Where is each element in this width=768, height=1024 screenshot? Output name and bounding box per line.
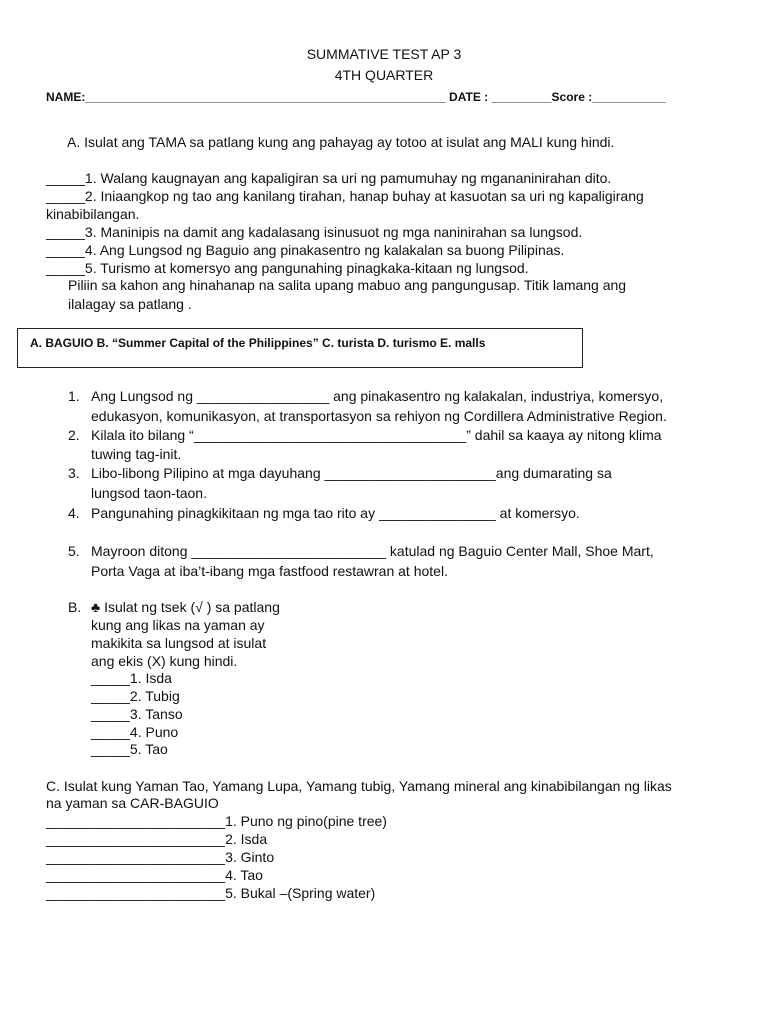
part-c-item: _______________________3. Ginto (46, 849, 275, 865)
fill-in-line: edukasyon, komunikasyon, at transportasyon sa rehiyon ng Cordillera Administrative Region. (91, 408, 667, 424)
word-bank-instruction: ilalagay sa patlang . (68, 296, 192, 312)
fill-in-line: Libo-libong Pilipino at mga dayuhang ______________________ang dumarating sa (91, 465, 612, 481)
part-b-instruction: ♣ Isulat ng tsek (√ ) sa patlang (91, 599, 280, 615)
test-title: SUMMATIVE TEST AP 3 (306, 46, 462, 62)
name-date-score-line: NAME:______________________________________________________ DATE : _________Score :___________ (46, 90, 666, 104)
fill-in-number: 5. (68, 543, 80, 559)
part-c-item: _______________________5. Bukal –(Spring water) (46, 885, 376, 901)
part-b-label: B. (68, 599, 82, 615)
part-a-item: _____1. Walang kaugnayan ang kapaligiran sa uri ng pamumuhay ng mgananinirahan dito. (46, 170, 612, 186)
fill-in-number: 3. (68, 465, 80, 481)
part-c-instruction: na yaman sa CAR-BAGUIO (46, 795, 219, 811)
part-b-instruction: ang ekis (X) kung hindi. (91, 653, 238, 669)
part-c-item: _______________________1. Puno ng pino(pine tree) (46, 813, 387, 829)
word-bank-instruction: Piliin sa kahon ang hinahanap na salita upang mabuo ang pangungusap. Titik lamang ang (68, 277, 627, 293)
fill-in-line: Porta Vaga at iba’t-ibang mga fastfood restawran at hotel. (91, 563, 448, 579)
part-c-item: _______________________4. Tao (46, 867, 263, 883)
part-b-item: _____4. Puno (91, 724, 179, 740)
part-b-item: _____5. Tao (91, 741, 168, 757)
part-b-instruction: kung ang likas na yaman ay (91, 617, 265, 633)
fill-in-line: tuwing tag-init. (91, 446, 182, 462)
fill-in-number: 1. (68, 388, 80, 404)
word-bank-choices: A. BAGUIO B. “Summer Capital of the Philippines” C. turista D. turismo E. malls (30, 336, 486, 350)
fill-in-line: Ang Lungsod ng _________________ ang pinakasentro ng kalakalan, industriya, komersyo, (91, 388, 664, 404)
part-a-item: _____4. Ang Lungsod ng Baguio ang pinakasentro ng kalakalan sa buong Pilipinas. (46, 242, 565, 258)
fill-in-line: Kilala ito bilang “___________________________________” dahil sa kaaya ay nitong klima (91, 427, 662, 443)
fill-in-number: 4. (68, 505, 80, 521)
part-c-item: _______________________2. Isda (46, 831, 268, 847)
part-b-item: _____2. Tubig (91, 688, 180, 704)
part-a-item: _____3. Maninipis na damit ang kadalasang isinusuot ng mga naninirahan sa lungsod. (46, 224, 583, 240)
part-b-item: _____1. Isda (91, 670, 172, 686)
part-b-instruction: makikita sa lungsod at isulat (91, 635, 267, 651)
part-b-item: _____3. Tanso (91, 706, 183, 722)
fill-in-line: Mayroon ditong _________________________ katulad ng Baguio Center Mall, Shoe Mart, (91, 543, 654, 559)
part-a-item-continuation: kinabibilangan. (46, 206, 140, 222)
part-a-instruction: A. Isulat ang TAMA sa patlang kung ang pahayag ay totoo at isulat ang MALI kung hindi. (67, 134, 615, 150)
part-a-item: _____2. Iniaangkop ng tao ang kanilang tirahan, hanap buhay at kasuotan sa uri ng kapaligirang (46, 188, 644, 204)
part-c-instruction: C. Isulat kung Yaman Tao, Yamang Lupa, Yamang tubig, Yamang mineral ang kinabibilangan ng likas (46, 778, 672, 794)
quarter-label: 4TH QUARTER (334, 67, 434, 83)
fill-in-line: Pangunahing pinagkikitaan ng mga tao rito ay _______________ at komersyo. (91, 505, 580, 521)
fill-in-number: 2. (68, 427, 80, 443)
part-a-item: _____5. Turismo at komersyo ang pangunahing pinagkaka-kitaan ng lungsod. (46, 260, 529, 276)
fill-in-line: lungsod taon-taon. (91, 485, 207, 501)
